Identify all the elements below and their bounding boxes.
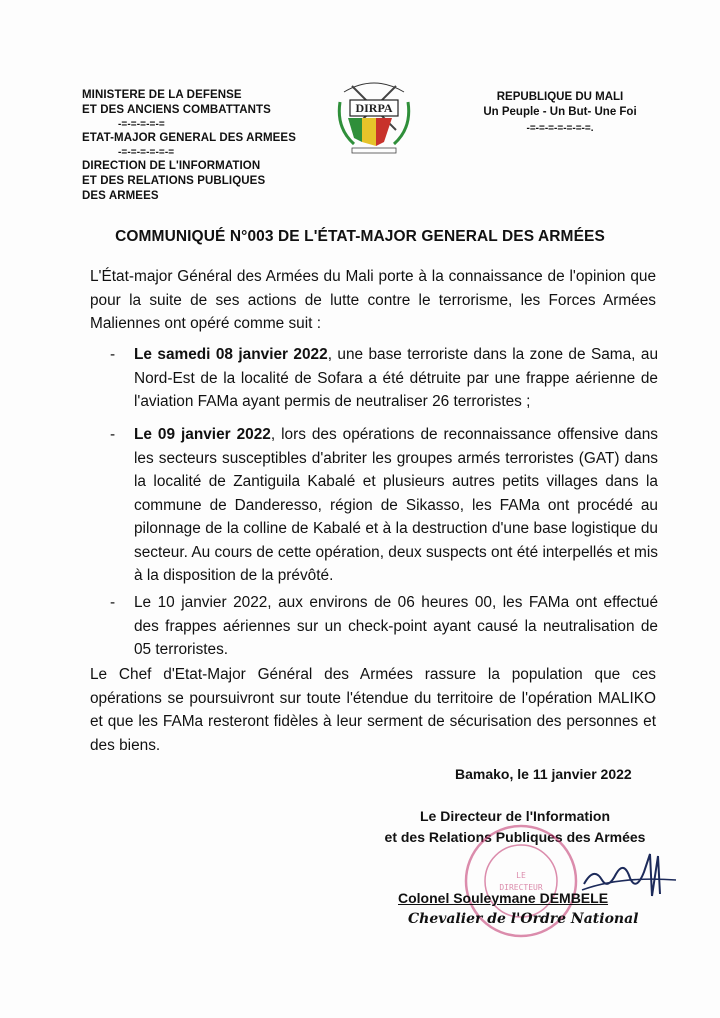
intro-paragraph: L'État-major Général des Armées du Mali porte à la connaissance de l'opinion que pour la suite de ses actions de lutte contre le terrorisme, les Forces Armées Maliennes ont opéré comme suit :: [90, 268, 656, 332]
separator: -=-=-=-=-=-=-=.: [526, 123, 594, 134]
ministry-line-1: MINISTERE DE LA DEFENSE: [82, 89, 242, 101]
bullet-dash: -: [110, 346, 116, 363]
separator: -=-=-=-=-=: [118, 119, 165, 130]
svg-text:DIRECTEUR: DIRECTEUR: [499, 883, 543, 892]
country-name: REPUBLIQUE DU MALI: [496, 91, 624, 103]
signatory-title-line-1: Le Directeur de l'Information: [419, 808, 611, 824]
direction-line-2: ET DES RELATIONS PUBLIQUES: [82, 175, 266, 187]
signatory-name: Colonel Souleymane DEMBELE: [398, 890, 609, 906]
national-motto: Un Peuple - Un But- Une Foi: [483, 106, 637, 118]
list-item: [112, 591, 658, 662]
bullet-lead: Le 09 janvier 2022: [134, 426, 271, 443]
bullet-text: , une base terroriste dans la zone de Sama, au Nord-Est de la localité de Sofara a été détruite par une frappe aérienne de l'aviation FAMa ayant permis de neutraliser 26 terroristes ;: [134, 346, 658, 410]
signatory-title-line-2: et des Relations Publiques des Armées: [384, 829, 646, 845]
bullet-text: , lors des opérations de reconnaissance offensive dans les secteurs susceptibles d'abriter les groupes armés terroristes (GAT) dans la localité de Zantiguila Kabalé et plusieurs autres petits villages dans la commune de Danderesso, région de Sikasso, les FAMa ont procédé au pilonnage de la colline de Kabalé et à la destruction d'une base logistique du secteur. Au cours de cette opération, deux suspects ont été interpellés et mis à la disposition de la prévôté.: [134, 426, 658, 584]
separator: -=-=-=-=-=-=: [118, 147, 175, 158]
bullet-dash: -: [110, 426, 116, 443]
signatory-honor: Chevalier de l'Ordre National: [408, 911, 639, 927]
bullet-lead: Le samedi 08 janvier 2022: [134, 346, 328, 363]
list-item: [112, 343, 658, 414]
svg-text:LE: LE: [516, 871, 526, 880]
direction-line-3: DES ARMEES: [82, 190, 159, 202]
document-title: COMMUNIQUÉ N°003 DE L'ÉTAT-MAJOR GENERAL DES ARMÉES: [115, 228, 605, 245]
list-item: [112, 423, 658, 588]
header-left: [82, 88, 342, 206]
date-line: Bamako, le 11 janvier 2022: [455, 766, 632, 782]
ministry-line-2: ET DES ANCIENS COMBATTANTS: [82, 104, 271, 116]
dirpa-emblem-icon: [332, 72, 416, 156]
bullet-text: Le 10 janvier 2022, aux environs de 06 heures 00, les FAMa ont effectué des frappes aériennes sur un check-point ayant causé la neutralisation de 05 terroristes.: [134, 594, 658, 658]
logo-text: DIRPA: [355, 101, 393, 115]
staff-line: ETAT-MAJOR GENERAL DES ARMEES: [82, 132, 296, 144]
closing-paragraph: Le Chef d'Etat-Major Général des Armées rassure la population que ces opérations se poursuivront sur toute l'étendue du territoire de l'opération MALIKO et que les FAMa resteront fidèles à leur serment de sécurisation des personnes et des biens.: [90, 666, 656, 754]
header-right: [470, 90, 650, 135]
direction-line-1: DIRECTION DE L'INFORMATION: [82, 160, 261, 172]
bullet-dash: -: [110, 594, 116, 611]
